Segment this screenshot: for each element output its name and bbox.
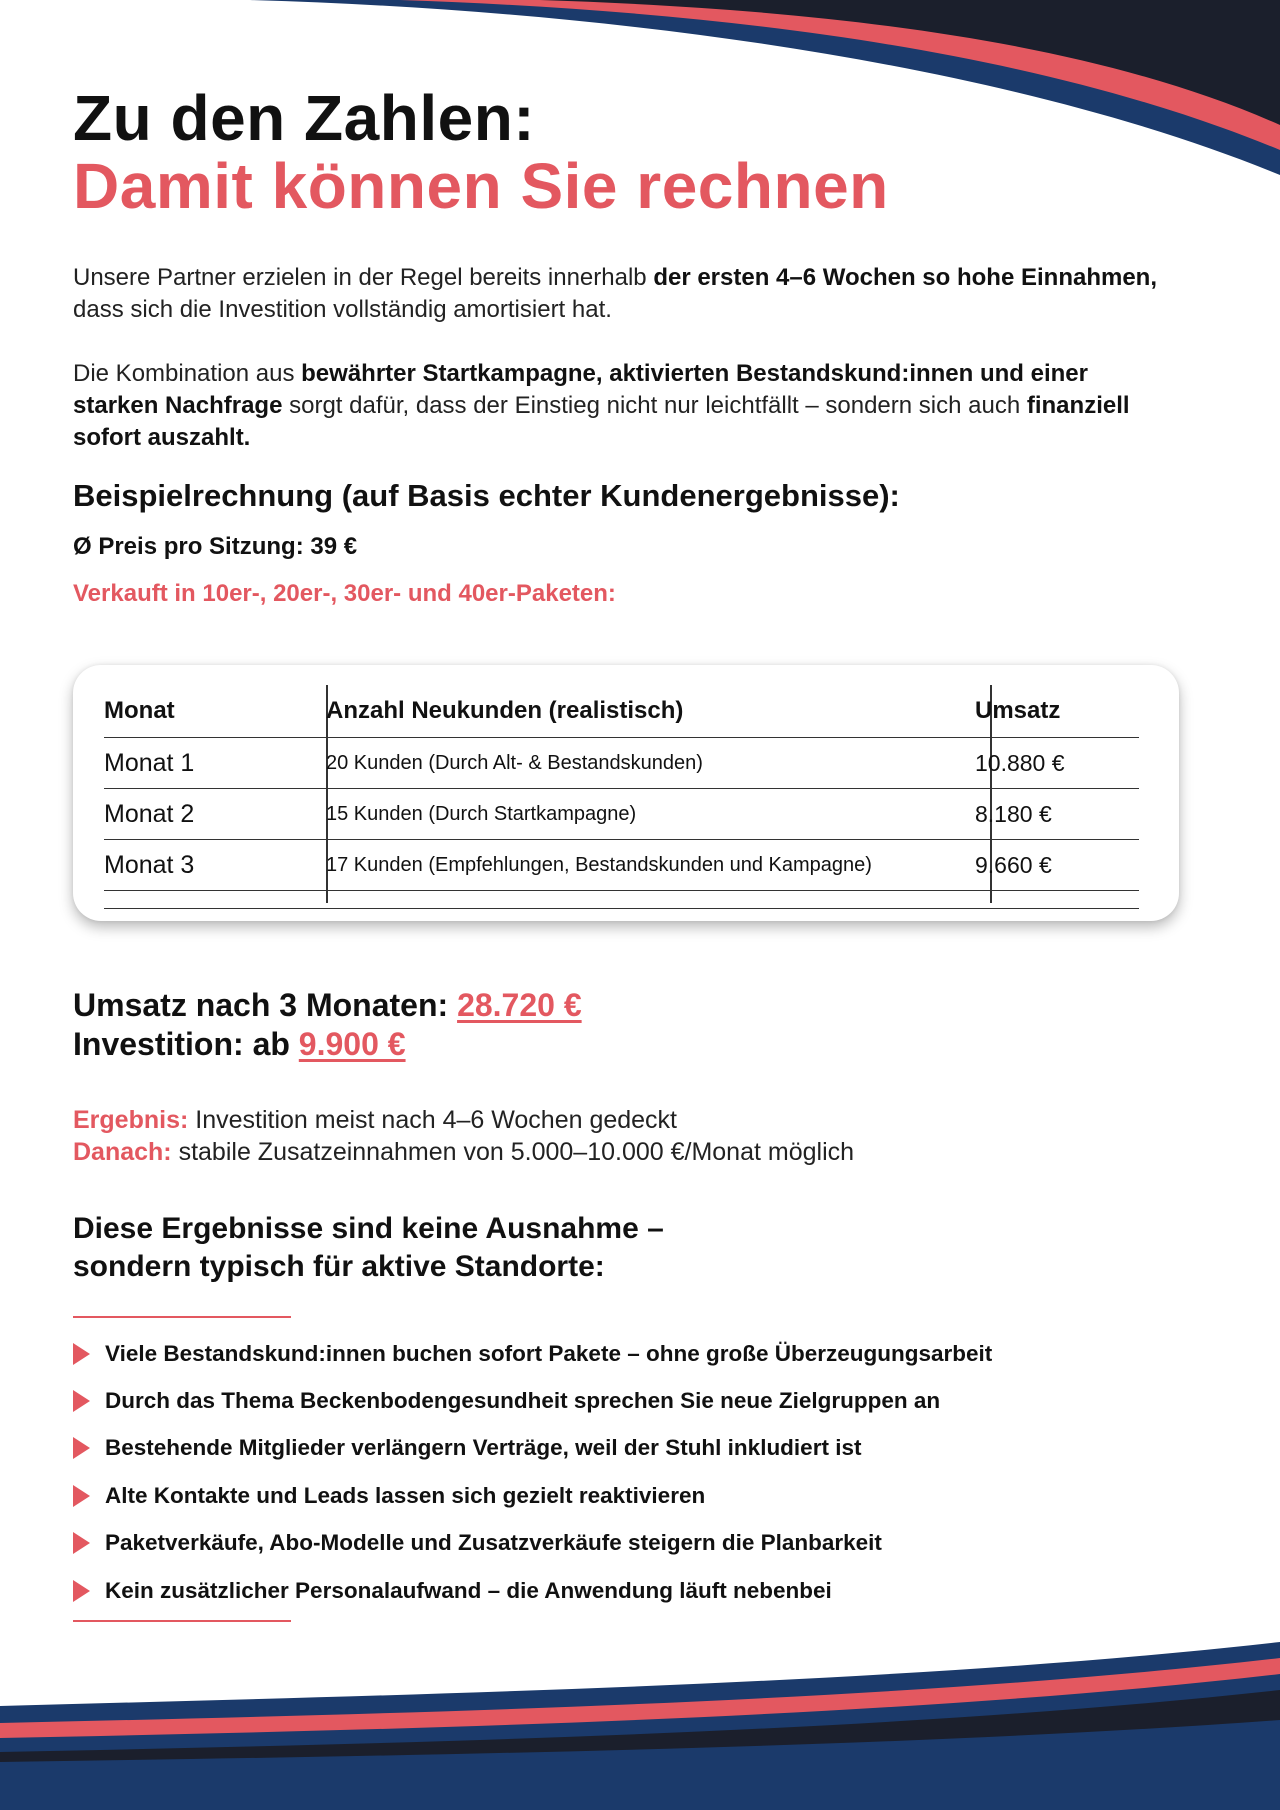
cell-new-customers: 15 Kunden (Durch Startkampagne)	[326, 802, 637, 825]
triangle-bullet-icon	[73, 1485, 90, 1507]
intro-paragraph-2: Die Kombination aus bewährter Startkampagne, aktivierten Bestandskund:innen und einer starken Nachfrage sorgt dafür, dass der Einstieg nicht nur leichtfällt – sondern sich auch finanziell sofort auszahlt.	[73, 360, 1130, 451]
list-item: Alte Kontakte und Leads lassen sich gezielt reaktivieren	[73, 1472, 992, 1519]
triangle-bullet-icon	[73, 1343, 90, 1365]
divider-bottom	[73, 1620, 291, 1622]
list-item: Viele Bestandskund:innen buchen sofort Pakete – ohne große Überzeugungsarbeit	[73, 1330, 992, 1377]
cell-month: Monat 1	[104, 748, 195, 777]
list-item: Paketverkäufe, Abo-Modelle und Zusatzverkäufe steigern die Planbarkeit	[73, 1520, 992, 1567]
table-empty-row	[104, 891, 1139, 909]
price-per-session: Ø Preis pro Sitzung: 39 €	[73, 533, 358, 560]
table-row	[104, 789, 1139, 840]
divider-top	[73, 1316, 291, 1318]
revenue-summary: Umsatz nach 3 Monaten: 28.720 €	[73, 987, 582, 1023]
packages-note: Verkauft in 10er-, 20er-, 30er- und 40er-Paketen:	[73, 580, 616, 607]
after-line: Danach: stabile Zusatzeinnahmen von 5.000–10.000 €/Monat möglich	[73, 1138, 855, 1166]
intro-paragraph-1: Unsere Partner erzielen in der Regel bereits innerhalb der ersten 4–6 Wochen so hohe Einnahmen, dass sich die Investition vollständig amortisiert hat.	[73, 264, 1157, 323]
cell-revenue: 10.880 €	[975, 749, 1065, 776]
investment-amount: 9.900 €	[298, 1026, 406, 1062]
revenue-table	[104, 685, 1139, 909]
header-new-customers: Anzahl Neukunden (realistisch)	[326, 697, 684, 724]
benefit-list	[73, 1330, 992, 1614]
investment-summary: Investition: ab 9.900 €	[73, 1026, 406, 1062]
page-subtitle: Damit können Sie rechnen	[73, 150, 889, 222]
cell-month: Monat 3	[104, 850, 195, 879]
list-item: Bestehende Mitglieder verlängern Verträge, weil der Stuhl inkludiert ist	[73, 1425, 992, 1472]
cell-month: Monat 2	[104, 799, 195, 828]
table-row	[104, 738, 1139, 789]
triangle-bullet-icon	[73, 1390, 90, 1412]
table-row	[104, 840, 1139, 891]
cell-revenue: 9.660 €	[975, 851, 1052, 878]
example-heading: Beispielrechnung (auf Basis echter Kundenergebnisse):	[73, 478, 900, 513]
revenue-total: 28.720 €	[457, 987, 582, 1023]
header-month: Monat	[104, 697, 175, 724]
cell-new-customers: 20 Kunden (Durch Alt- & Bestandskunden)	[326, 751, 703, 774]
page-title: Zu den Zahlen:	[73, 82, 536, 154]
table-header-row	[104, 685, 1139, 738]
triangle-bullet-icon	[73, 1580, 90, 1602]
list-item: Durch das Thema Beckenbodengesundheit sprechen Sie neue Zielgruppen an	[73, 1377, 992, 1424]
cell-new-customers: 17 Kunden (Empfehlungen, Bestandskunden und Kampagne)	[326, 853, 872, 876]
triangle-bullet-icon	[73, 1437, 90, 1459]
triangle-bullet-icon	[73, 1532, 90, 1554]
cell-revenue: 8.180 €	[975, 800, 1052, 827]
conclusion-heading: Diese Ergebnisse sind keine Ausnahme – sondern typisch für aktive Standorte:	[73, 1212, 664, 1283]
result-line: Ergebnis: Investition meist nach 4–6 Wochen gedeckt	[73, 1106, 678, 1134]
bottom-wave-decoration	[0, 1610, 1280, 1810]
list-item: Kein zusätzlicher Personalaufwand – die Anwendung läuft nebenbei	[73, 1567, 992, 1614]
header-revenue: Umsatz	[975, 697, 1061, 724]
revenue-table-card	[73, 665, 1179, 921]
